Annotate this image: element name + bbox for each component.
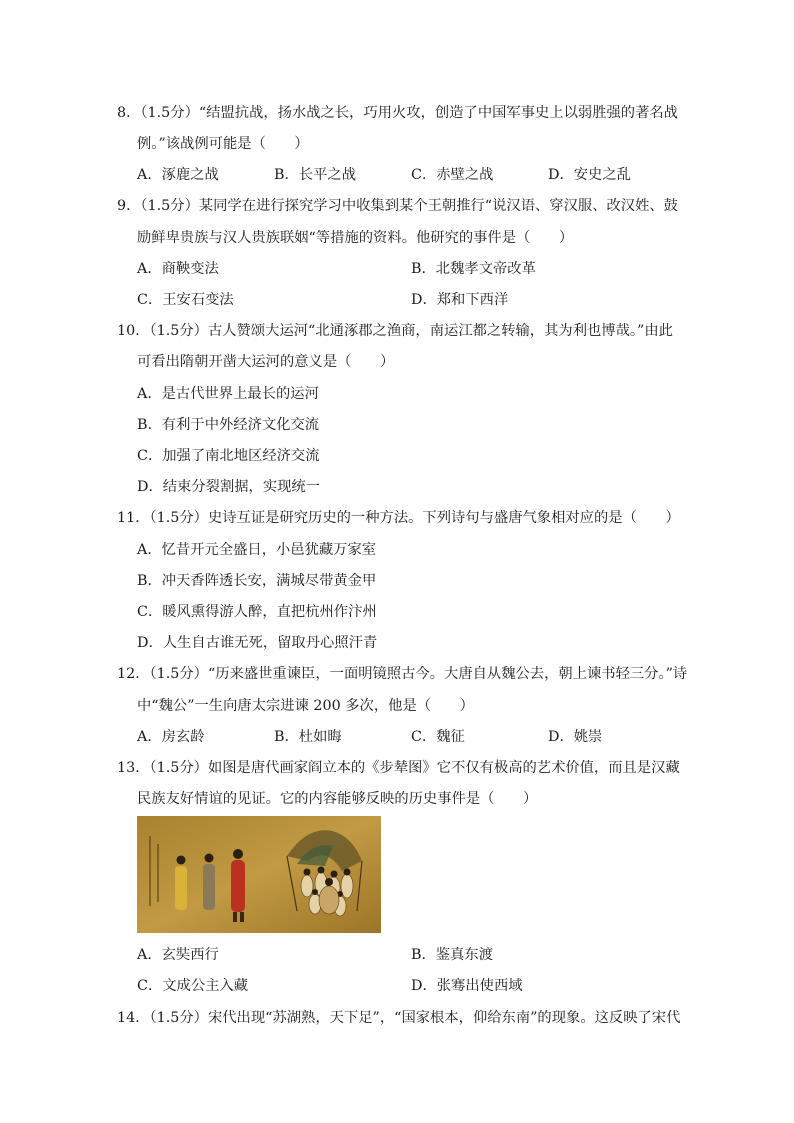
q8-option-c[interactable]: C．赤壁之战 <box>411 167 494 183</box>
q11-option-d[interactable]: D．人生自古谁无死，留取丹心照汗青 <box>137 635 378 651</box>
q9-option-c[interactable]: C．王安石变法 <box>137 292 234 308</box>
q8-stem-line2: 例。”该战例可能是（ ） <box>137 136 309 152</box>
q13-option-b[interactable]: B．鉴真东渡 <box>411 947 493 963</box>
q8-stem-line1: 8．（1.5分）“结盟抗战，扬水战之长，巧用火攻，创造了中国军事史上以弱胜强的著名战 <box>117 105 678 121</box>
q10-option-d[interactable]: D．结束分裂割据，实现统一 <box>137 479 321 495</box>
q13-stem-line2: 民族友好情谊的见证。它的内容能够反映的历史事件是（ ） <box>137 791 538 807</box>
q9-option-d[interactable]: D．郑和下西洋 <box>411 292 509 308</box>
q9-option-a[interactable]: A．商鞅变法 <box>137 261 219 277</box>
q10-option-c[interactable]: C．加强了南北地区经济交流 <box>137 448 320 464</box>
q12-option-b[interactable]: B．杜如晦 <box>274 729 342 745</box>
q10-stem-line1: 10．（1.5分）古人赞颂大运河“北通涿郡之渔商，南运江都之转输，其为利也博哉。”由此 <box>117 323 673 339</box>
q13-option-a[interactable]: A．玄奘西行 <box>137 947 219 963</box>
q12-option-c[interactable]: C．魏征 <box>411 729 465 745</box>
q8-option-b[interactable]: B．长平之战 <box>274 167 356 183</box>
q9-stem-line2: 励鲜卑贵族与汉人贵族联姻“等措施的资料。他研究的事件是（ ） <box>137 230 574 246</box>
q12-stem-line2: 中“魏公”一生向唐太宗进谏 200 多次，他是（ ） <box>137 698 474 714</box>
q10-stem-line2: 可看出隋朝开凿大运河的意义是（ ） <box>137 354 395 370</box>
q14-stem-line1: 14．（1.5分）宋代出现“苏湖熟，天下足”，“国家根本，仰给东南”的现象。这反映了宋代 <box>117 1010 681 1026</box>
q12-option-d[interactable]: D．姚崇 <box>548 729 603 745</box>
q13-option-c[interactable]: C．文成公主入藏 <box>137 978 249 994</box>
q9-option-b[interactable]: B．北魏孝文帝改革 <box>411 261 536 277</box>
q13-stem-line1: 13．（1.5分）如图是唐代画家阎立本的《步辇图》它不仅有极高的艺术价值，而且是汉藏 <box>117 760 680 776</box>
q11-option-b[interactable]: B．冲天香阵透长安，满城尽带黄金甲 <box>137 573 377 589</box>
q8-option-a[interactable]: A．涿鹿之战 <box>137 167 219 183</box>
q11-option-a[interactable]: A．忆昔开元全盛日，小邑犹藏万家室 <box>137 542 377 558</box>
q13-option-d[interactable]: D．张骞出使西域 <box>411 978 523 994</box>
q9-stem-line1: 9．（1.5分）某同学在进行探究学习中收集到某个王朝推行“说汉语、穿汉服、改汉姓、鼓 <box>117 198 678 214</box>
q11-stem-line1: 11．（1.5分）史诗互证是研究历史的一种方法。下列诗句与盛唐气象相对应的是（ ） <box>117 510 680 526</box>
q10-option-a[interactable]: A．是古代世界上最长的运河 <box>137 386 319 402</box>
q11-option-c[interactable]: C．暖风熏得游人醉，直把杭州作汴州 <box>137 604 377 620</box>
q12-stem-line1: 12．（1.5分）“历来盛世重谏臣，一面明镜照古今。大唐自从魏公去，朝上谏书轻三分。”诗 <box>117 666 688 682</box>
q10-option-b[interactable]: B．有利于中外经济文化交流 <box>137 417 320 433</box>
q8-option-d[interactable]: D．安史之乱 <box>548 167 631 183</box>
painting-image <box>137 816 381 933</box>
q12-option-a[interactable]: A．房玄龄 <box>137 729 205 745</box>
